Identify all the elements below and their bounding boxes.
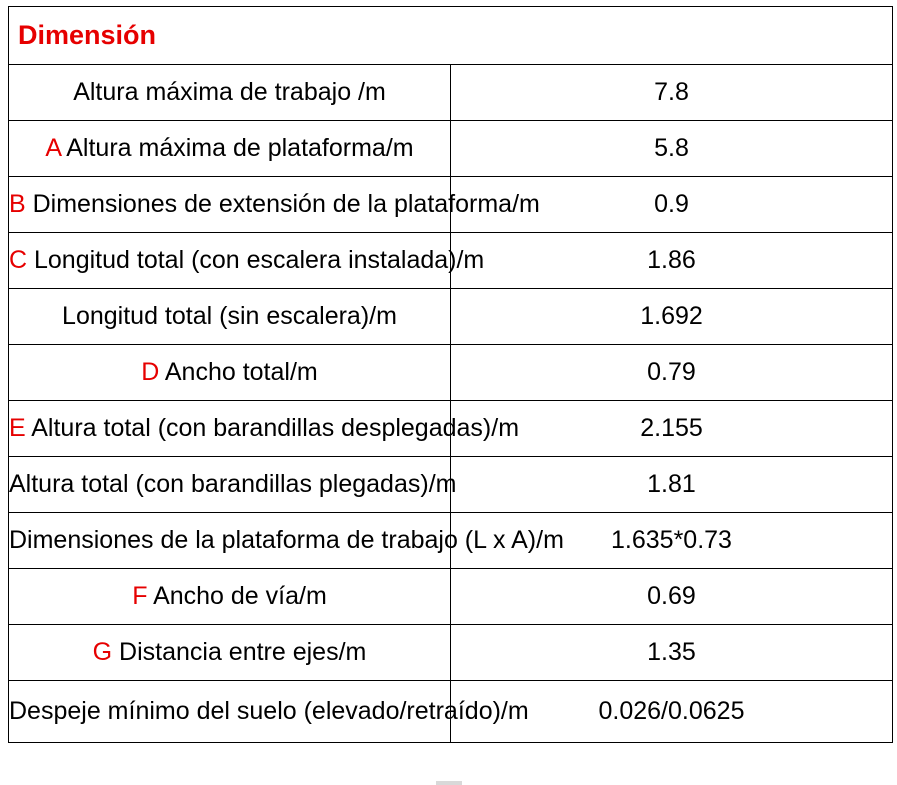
table-body bbox=[9, 7, 893, 743]
dimension-label: Longitud total (sin escalera)/m bbox=[62, 302, 397, 330]
dimension-label: Ancho de vía/m bbox=[153, 582, 327, 610]
label-cell bbox=[9, 457, 457, 513]
dimension-letter: B bbox=[9, 190, 33, 218]
dimension-letter: F bbox=[132, 582, 154, 610]
table-row bbox=[9, 681, 893, 743]
value-cell: 1.86 bbox=[451, 233, 893, 289]
label-cell bbox=[9, 289, 451, 345]
label-cell bbox=[9, 401, 520, 457]
dimension-label: Distancia entre ejes/m bbox=[119, 638, 367, 666]
value-cell: 0.79 bbox=[451, 345, 893, 401]
title-row bbox=[9, 7, 893, 65]
dimension-label: Altura máxima de plataforma/m bbox=[66, 134, 414, 162]
dimension-letter: A bbox=[45, 134, 67, 162]
dimension-letter: E bbox=[9, 414, 32, 442]
label-cell bbox=[9, 177, 540, 233]
dimension-label: Dimensiones de la plataforma de trabajo (L x A)/m bbox=[9, 526, 564, 554]
value-cell: 2.155 bbox=[451, 401, 893, 457]
value-cell: 5.8 bbox=[451, 121, 893, 177]
value-cell: 1.35 bbox=[451, 625, 893, 681]
dimension-label: Ancho total/m bbox=[164, 358, 318, 386]
value-cell: 7.8 bbox=[451, 65, 893, 121]
table-row bbox=[9, 65, 893, 121]
label-cell bbox=[9, 345, 451, 401]
dimension-label: Dimensiones de extensión de la plataforma/m bbox=[32, 190, 540, 218]
value-cell: 0.9 bbox=[451, 177, 893, 233]
dimension-letter: D bbox=[141, 358, 165, 386]
page-edge-mark bbox=[436, 781, 462, 785]
value-cell: 1.635*0.73 bbox=[451, 513, 893, 569]
label-cell bbox=[9, 65, 451, 121]
value-cell: 1.81 bbox=[451, 457, 893, 513]
table-row bbox=[9, 513, 893, 569]
dimension-label: Altura máxima de trabajo /m bbox=[73, 78, 386, 106]
dimension-table bbox=[8, 6, 893, 743]
dimension-label: Altura total (con barandillas desplegadas)/m bbox=[31, 414, 520, 442]
table-row bbox=[9, 401, 893, 457]
table-row bbox=[9, 177, 893, 233]
dimension-label: Altura total (con barandillas plegadas)/m bbox=[9, 470, 457, 498]
dimension-letter: G bbox=[92, 638, 120, 666]
label-cell bbox=[9, 681, 529, 743]
table-row bbox=[9, 121, 893, 177]
value-cell: 0.69 bbox=[451, 569, 893, 625]
label-cell bbox=[9, 233, 485, 289]
label-cell bbox=[9, 121, 451, 177]
dimension-letter: C bbox=[9, 246, 34, 274]
value-cell: 0.026/0.0625 bbox=[451, 681, 893, 743]
table-row bbox=[9, 569, 893, 625]
table-row bbox=[9, 233, 893, 289]
table-title: Dimensión bbox=[9, 7, 893, 65]
value-cell: 1.692 bbox=[451, 289, 893, 345]
table-row bbox=[9, 625, 893, 681]
table-row bbox=[9, 289, 893, 345]
label-cell bbox=[9, 513, 564, 569]
table-row bbox=[9, 457, 893, 513]
label-cell bbox=[9, 625, 451, 681]
dimension-label: Despeje mínimo del suelo (elevado/retraído)/m bbox=[9, 697, 529, 725]
table-row bbox=[9, 345, 893, 401]
dimension-label: Longitud total (con escalera instalada)/m bbox=[34, 246, 485, 274]
label-cell bbox=[9, 569, 451, 625]
